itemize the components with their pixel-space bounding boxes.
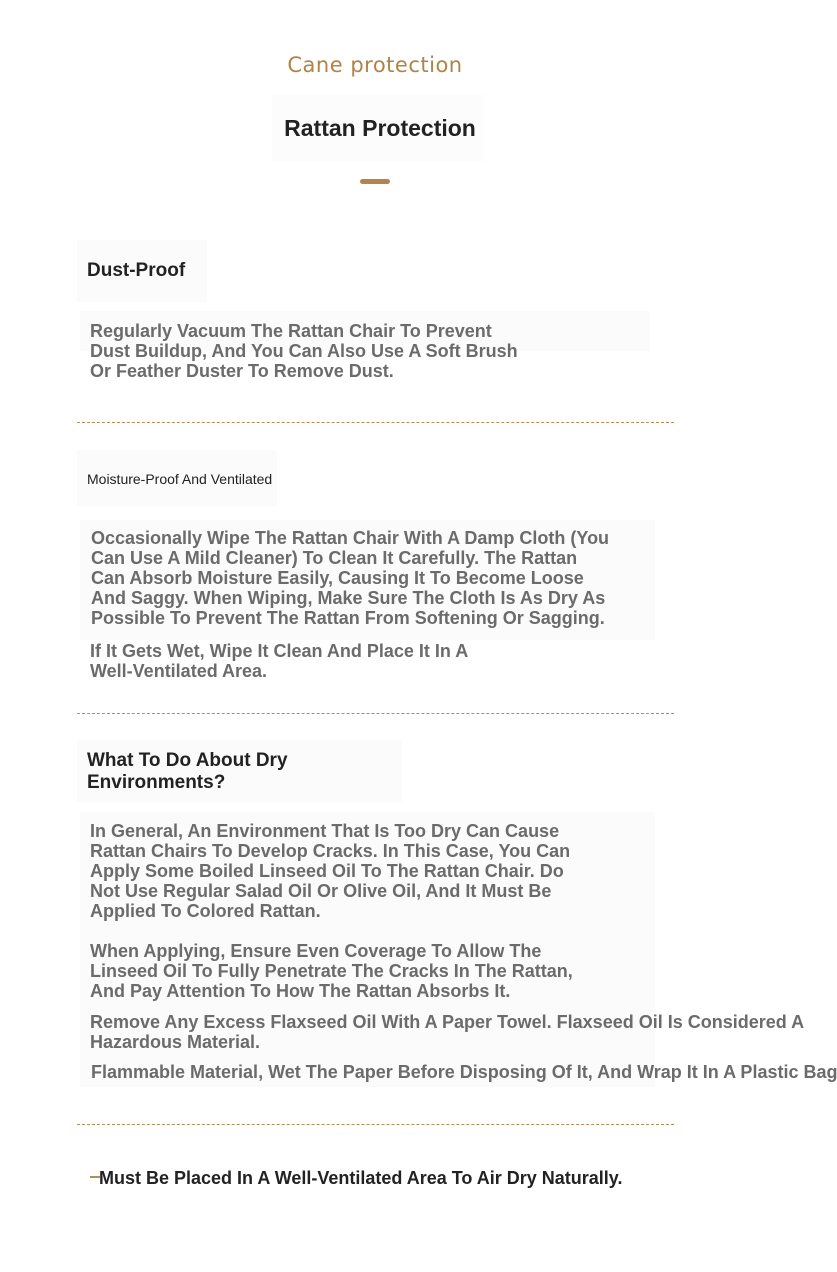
page-kicker: Cane protection xyxy=(287,53,463,77)
section-divider xyxy=(77,422,674,423)
text-line: Hazardous Material. xyxy=(90,1032,261,1052)
section-divider xyxy=(77,1124,674,1125)
paragraph-moisture-wipe xyxy=(91,528,609,628)
text-line: In General, An Environment That Is Too Dry Can Cause xyxy=(90,821,560,841)
paragraph-dry-flammable xyxy=(91,1062,837,1082)
section-heading-dry-environments xyxy=(87,750,288,794)
page-title: Rattan Protection xyxy=(284,115,476,141)
text-line: Dust Buildup, And You Can Also Use A Soft Brush xyxy=(90,341,518,361)
paragraph-dust-proof xyxy=(90,321,518,381)
title-accent-bar xyxy=(360,179,390,184)
paragraph-dry-excess xyxy=(90,1012,804,1052)
text-line: Flammable Material, Wet The Paper Before Disposing Of It, And Wrap It In A Plastic Bag xyxy=(91,1062,837,1082)
text-line: If It Gets Wet, Wipe It Clean And Place It In A xyxy=(90,641,469,661)
paragraph-dry-applying xyxy=(90,941,573,1001)
text-line: Applied To Colored Rattan. xyxy=(90,901,321,921)
text-line: Can Use A Mild Cleaner) To Clean It Carefully. The Rattan xyxy=(91,548,578,568)
text-line: Linseed Oil To Fully Penetrate The Cracks In The Rattan, xyxy=(90,961,573,981)
text-line: Can Absorb Moisture Easily, Causing It To Become Loose xyxy=(91,568,584,588)
text-line: Or Feather Duster To Remove Dust. xyxy=(90,361,394,381)
text-line: Rattan Chairs To Develop Cracks. In This Case, You Can xyxy=(90,841,571,861)
heading-line: What To Do About Dry xyxy=(87,750,288,771)
footer-note: Must Be Placed In A Well-Ventilated Area To Air Dry Naturally. xyxy=(99,1168,623,1188)
heading-line: Environments? xyxy=(87,772,226,793)
section-divider xyxy=(77,713,674,714)
text-line: Regularly Vacuum The Rattan Chair To Prevent xyxy=(90,321,492,341)
section-heading-dust-proof: Dust-Proof xyxy=(87,260,186,281)
paragraph-moisture-wet xyxy=(90,641,468,681)
text-line: Occasionally Wipe The Rattan Chair With A Damp Cloth (You xyxy=(91,528,610,548)
text-line: Well-Ventilated Area. xyxy=(90,661,268,681)
text-line: Possible To Prevent The Rattan From Softening Or Sagging. xyxy=(91,608,605,628)
text-line: When Applying, Ensure Even Coverage To Allow The xyxy=(90,941,542,961)
text-line: Apply Some Boiled Linseed Oil To The Rattan Chair. Do xyxy=(90,861,564,881)
text-line: Remove Any Excess Flaxseed Oil With A Paper Towel. Flaxseed Oil Is Considered A xyxy=(90,1012,805,1032)
section-heading-moisture-proof: Moisture-Proof And Ventilated xyxy=(87,471,273,487)
text-line: Not Use Regular Salad Oil Or Olive Oil, And It Must Be xyxy=(90,881,552,901)
text-line: And Pay Attention To How The Rattan Absorbs It. xyxy=(90,981,511,1001)
text-line: And Saggy. When Wiping, Make Sure The Cloth Is As Dry As xyxy=(91,588,606,608)
paragraph-dry-cracks xyxy=(90,821,570,921)
